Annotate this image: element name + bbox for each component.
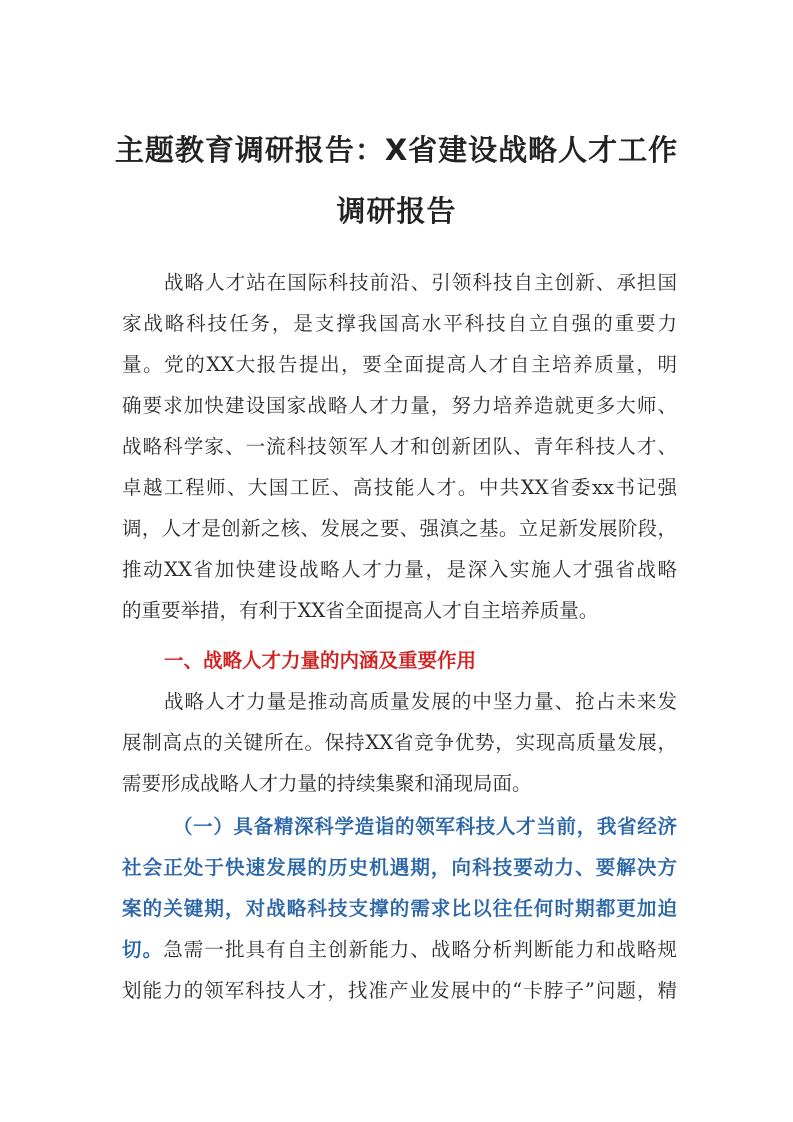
intro-line: 推动XX省加快建设战略人才力量，是深入实施人才强省战略 bbox=[122, 558, 677, 581]
document-title-line-1: 主题教育调研报告：X省建设战略人才工作 bbox=[114, 133, 679, 167]
intro-line: 卓越工程师、大国工匠、高技能人才。中共XX省委xx书记强 bbox=[122, 476, 677, 499]
intro-line: 量。党的XX大报告提出，要全面提高人才自主培养质量，明 bbox=[122, 353, 677, 376]
subsection-line bbox=[122, 936, 677, 964]
intro-line: 的重要举措，有利于XX省全面提高人才自主培养质量。 bbox=[122, 599, 599, 622]
intro-line: 战略科学家、一流科技领军人才和创新团队、青年科技人才、 bbox=[122, 435, 677, 458]
section-heading: 一、战略人才力量的内涵及重要作用 bbox=[164, 649, 477, 672]
document-title-line-2: 调研报告 bbox=[336, 194, 457, 228]
section-paragraph-line: 需要形成战略人才力量的持续集聚和涌现局面。 bbox=[122, 772, 532, 795]
subsection-line: 案的关键期，对战略科技支撑的需求比以往任何时期都更加迫 bbox=[122, 897, 677, 920]
subsection-line: 社会正处于快速发展的历史机遇期，向科技要动力、要解决方 bbox=[122, 856, 677, 879]
section-paragraph-line: 战略人才力量是推动高质量发展的中坚力量、抢占未来发 bbox=[164, 690, 677, 713]
subsection-line: 划能力的领军科技人才，找准产业发展中的“卡脖子”问题，精 bbox=[122, 979, 677, 1002]
subsection-line-rest: 急需一批具有自主创新能力、战略分析判断能力和战略规 bbox=[163, 938, 677, 961]
subsection-line: （一）具备精深科学造诣的领军科技人才当前，我省经济 bbox=[173, 815, 677, 838]
intro-line: 战略人才站在国际科技前沿、引领科技自主创新、承担国 bbox=[164, 271, 677, 294]
intro-line: 家战略科技任务，是支撑我国高水平科技自立自强的重要力 bbox=[122, 312, 677, 335]
intro-line: 确要求加快建设国家战略人才力量，努力培养造就更多大师、 bbox=[122, 394, 677, 417]
subsection-line-lead: 切。 bbox=[122, 938, 164, 961]
intro-line: 调，人才是创新之核、发展之要、强滇之基。立足新发展阶段， bbox=[122, 517, 677, 540]
section-paragraph-line: 展制高点的关键所在。保持XX省竞争优势，实现高质量发展， bbox=[122, 731, 677, 754]
